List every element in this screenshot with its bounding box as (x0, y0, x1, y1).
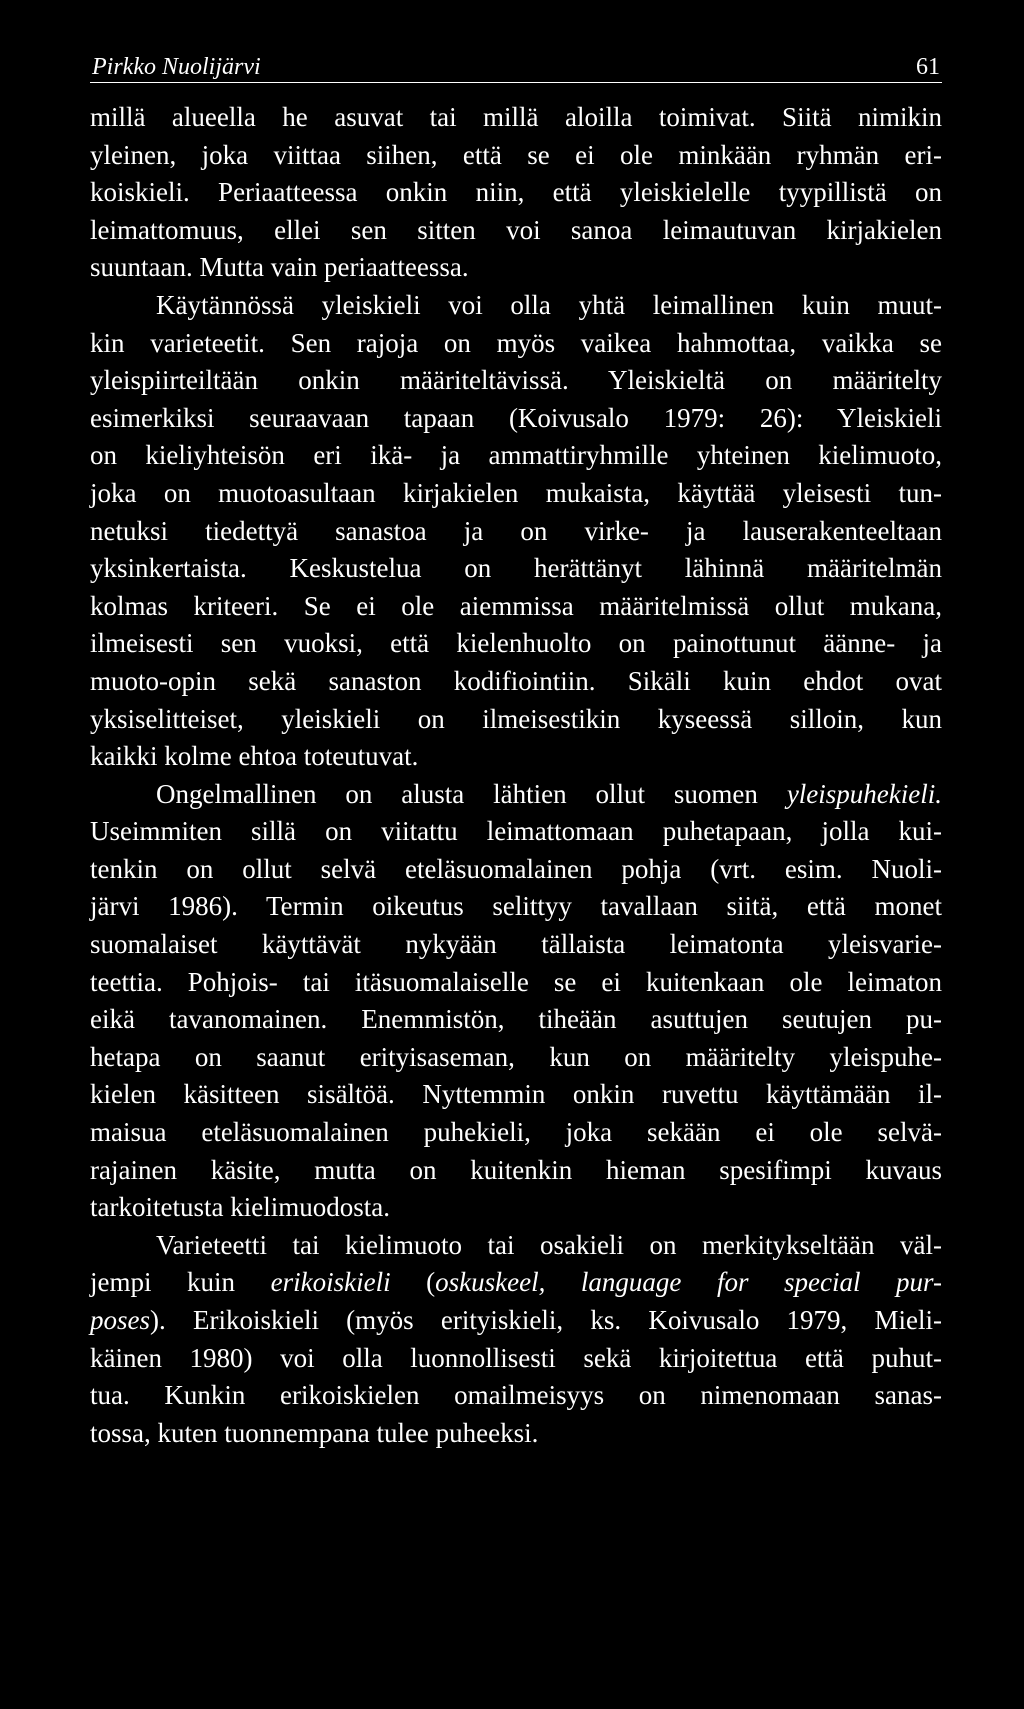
paragraph (90, 287, 942, 776)
italic-term: yleispuhekieli. (786, 778, 942, 809)
text-line: millä alueella he asuvat tai millä aloilla toimivat. Siitä nimikin (90, 102, 942, 132)
text-line: tenkin on ollut selvä eteläsuomalainen pohja (vrt. esim. Nuoli- (90, 853, 942, 884)
page-number: 61 (916, 54, 940, 80)
body-text (90, 99, 942, 1452)
text-line: tarkoitetusta kielimuodosta. (90, 1192, 390, 1223)
text-line: maisua eteläsuomalainen puhekieli, joka sekään ei ole selvä- (90, 1117, 942, 1148)
text-line: tossa, kuten tuonnempana tulee puheeksi. (90, 1417, 539, 1448)
paragraph (90, 1227, 942, 1453)
text-line: yksinkertaista. Keskustelua on herättänyt lähinnä määritelmän (90, 553, 942, 584)
text-line: hetapa on saanut erityisaseman, kun on määritelty yleispuhe- (90, 1041, 942, 1072)
italic-term: oskuskeel, language for special pur- (435, 1267, 942, 1298)
text-line: kielen käsitteen sisältöä. Nyttemmin onkin ruvettu käyttämään il- (90, 1079, 942, 1110)
text-line: Varieteetti tai kielimuoto tai osakieli on merkitykseltään väl- (156, 1229, 942, 1260)
text-line: poses). Erikoiskieli (myös erityiskieli, ks. Koivusalo 1979, Mieli- (90, 1305, 942, 1335)
text-line: joka on muotoasultaan kirjakielen mukaista, käyttää yleisesti tun- (90, 477, 942, 508)
text-line: netuksi tiedettyä sanastoa ja on virke- ja lauserakenteeltaan (90, 515, 942, 546)
text-line: järvi 1986). Termin oikeutus selittyy tavallaan siitä, että monet (90, 891, 942, 922)
text-line: jempi kuin erikoiskieli (oskuskeel, language for special pur- (90, 1267, 942, 1298)
paragraph (90, 776, 942, 1227)
text-line: yleispiirteiltään onkin määriteltävissä. Yleiskieltä on määritelty (90, 365, 942, 396)
text-line: ilmeisesti sen vuoksi, että kielenhuolto on painottunut äänne- ja (90, 628, 942, 659)
italic-term: erikoiskieli (270, 1267, 391, 1298)
text-line: teettia. Pohjois- tai itäsuomalaiselle se ei kuitenkaan ole leimaton (90, 966, 942, 997)
text-line: käinen 1980) voi olla luonnollisesti sekä kirjoitettua että puhut- (90, 1342, 942, 1373)
text-line: Useimmiten sillä on viitattu leimattomaan puhetapaan, jolla kui- (90, 816, 942, 847)
text-line: koiskieli. Periaatteessa onkin niin, että yleiskielelle tyypillistä on (90, 177, 942, 208)
running-header (90, 48, 942, 83)
text-line: on kieliyhteisön eri ikä- ja ammattiryhmille yhteinen kielimuoto, (90, 440, 942, 471)
text-line: eikä tavanomainen. Enemmistön, tiheään asuttujen seutujen pu- (90, 1004, 942, 1035)
text-line: esimerkiksi seuraavaan tapaan (Koivusalo 1979: 26): Yleiskieli (90, 402, 942, 433)
text-line: suomalaiset käyttävät nykyään tällaista leimatonta yleisvarie- (90, 929, 942, 960)
text-line: kolmas kriteeri. Se ei ole aiemmissa määritelmissä ollut mukana, (90, 590, 942, 621)
text-line: Ongelmallinen on alusta lähtien ollut suomen yleispuhekieli. (156, 778, 942, 809)
text-line: Käytännössä yleiskieli voi olla yhtä leimallinen kuin muut- (156, 289, 942, 320)
italic-term: poses (90, 1305, 150, 1335)
paragraph (90, 99, 942, 287)
text-line: kin varieteetit. Sen rajoja on myös vaikea hahmottaa, vaikka se (90, 327, 942, 358)
running-header-author: Pirkko Nuolijärvi (92, 54, 261, 80)
text-line: rajainen käsite, mutta on kuitenkin hieman spesifimpi kuvaus (90, 1154, 942, 1185)
text-line: muoto-opin sekä sanaston kodifiointiin. Sikäli kuin ehdot ovat (90, 665, 942, 696)
text-line: yksiselitteiset, yleiskieli on ilmeisestikin kyseessä silloin, kun (90, 703, 942, 734)
text-line: leimattomuus, ellei sen sitten voi sanoa leimautuvan kirjakielen (90, 214, 942, 245)
text-line: tua. Kunkin erikoiskielen omailmeisyys on nimenomaan sanas- (90, 1380, 942, 1411)
text-line: suuntaan. Mutta vain periaatteessa. (90, 252, 469, 283)
text-line: kaikki kolme ehtoa toteutuvat. (90, 741, 419, 772)
book-page (90, 48, 942, 1452)
text-line: yleinen, joka viittaa siihen, että se ei ole minkään ryhmän eri- (90, 139, 942, 170)
